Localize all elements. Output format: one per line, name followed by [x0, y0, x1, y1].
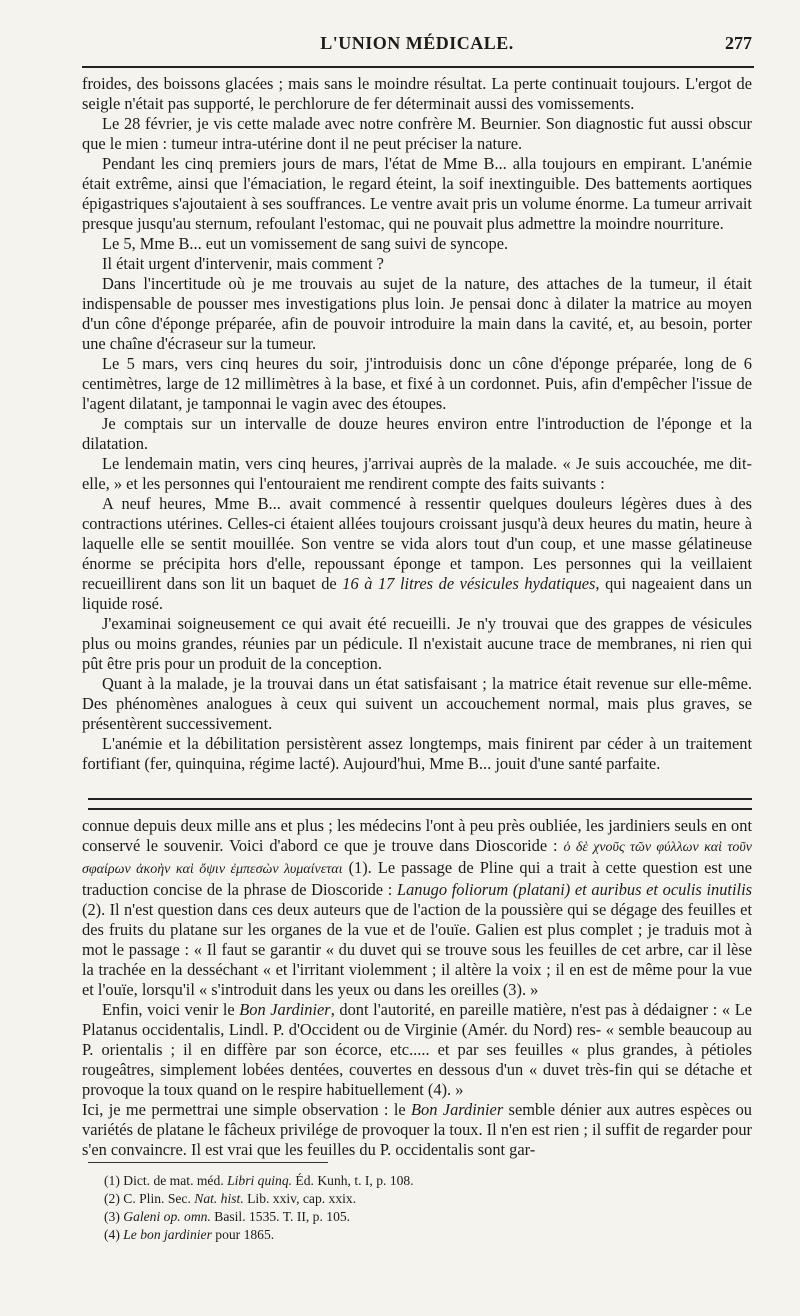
running-header	[82, 30, 752, 60]
paragraph: Quant à la malade, je la trouvai dans un état satisfaisant ; la matrice était revenue sur elle-même. Des phénomènes analogues à ceux qui suivent un accouchement normal, mais plus graves, se présentèrent successivement.	[82, 674, 752, 733]
footnote	[104, 1190, 604, 1208]
paragraph: Le 5, Mme B... eut un vomissement de sang suivi de syncope.	[102, 234, 509, 253]
latin-quote: Lanugo foliorum (platani) et auribus et oculis inutilis	[396, 880, 752, 899]
text-run: connue depuis deux mille ans et plus ; les médecins l'ont à peu près oubliée, les jardiniers seuls en ont conservé le souvenir. Voici d'abord ce que je trouve dans Dioscoride :	[82, 816, 752, 855]
text-run: Lib. xxiv, cap. xxix.	[243, 1191, 357, 1206]
text-run: Éd. Kunh, t. I, p. 108.	[292, 1173, 414, 1188]
text-run: (2) C. Plin. Sec.	[104, 1191, 195, 1206]
text-run: Basil. 1535. T. II, p. 105.	[210, 1209, 351, 1224]
text-run: (4)	[104, 1227, 124, 1242]
italic-run: Le bon jardinier	[123, 1227, 212, 1242]
feuilleton-text	[82, 816, 752, 1160]
journal-title: L'UNION MÉDICALE.	[320, 33, 514, 53]
text-run: pour 1865.	[211, 1227, 275, 1242]
paragraph: Il était urgent d'intervenir, mais comment ?	[102, 254, 384, 273]
paragraph: Pendant les cinq premiers jours de mars, l'état de Mme B... alla toujours en empirant. L'anémie était extrême, ainsi que l'émaciation, le regard éteint, la soif inextinguible. Des battements aortiques épigastriques s'ajoutaient à ses souffrances. Le ventre avait pris un volume énorme. La tumeur arrivait presque jusqu'au sternum, refoulant l'estomac, qui ne pouvait plus admettre la moindre nourriture.	[82, 154, 752, 233]
footnotes	[104, 1172, 604, 1244]
footnote	[104, 1226, 604, 1244]
footnote	[104, 1208, 604, 1226]
text-run: A neuf heures, Mme B... avait commencé à ressentir quelques douleurs légères dues à des contractions utérines. Celles-ci étaient allées toujours croissant jusqu'à deux heures du matin, heure à laquelle elle se sentit mouillée. Son ventre se vida alors tout d'un coup, et une masse gélatineuse énorme se précipita hors d'elle, repoussant éponge et tampon. Les personnes qui la veillaient recueillirent dans son lit un baquet de	[82, 494, 752, 593]
text-run: , dont l'autorité, en pareille matière, n'est pas à dédaigner : « Le Platanus occidentalis, Lindl. P. d'Occident ou de Virginie (Amér. du Nord) res- « semble beaucoup au P. orientalis ; il en diffère par son écorce, etc..... et par ses feuilles « plus grandes, à pétioles rougeâtres, simplement lobées dentées, couvertes en dessous d'un « duvet très-fin qui se détache et provoque la toux quand on le respire habituellement (4). »	[82, 1000, 752, 1099]
paragraph: Le 28 février, je vis cette malade avec notre confrère M. Beurnier. Son diagnostic fut aussi obscur que le mien : tumeur intra-utérine dont il ne peut préciser la nature.	[82, 114, 752, 153]
text-run: Enfin, voici venir le	[102, 1000, 240, 1019]
italic-run: Bon Jardinier	[411, 1100, 504, 1119]
paragraph	[82, 1000, 752, 1100]
greek-quote: ὁ δὲ χνοῦς τῶν φύλλων καὶ τοῦν σφαίρων ἀκοὴν καὶ ὄψιν ἐμπεσὼν λυμαίνεται	[82, 840, 752, 877]
footnote-rule	[88, 1162, 328, 1163]
paragraph: Le 5 mars, vers cinq heures du soir, j'introduisis donc un cône d'éponge préparée, long de 6 centimètres, large de 12 millimètres à la base, et fixé à un cordonnet. Puis, afin d'empêcher l'issue de l'agent dilatant, je tamponnai le vagin avec des étoupes.	[82, 354, 752, 413]
italic-run: Libri quinq.	[227, 1173, 293, 1188]
italic-run: Bon Jardinier	[239, 1000, 331, 1019]
paragraph	[82, 1100, 752, 1160]
italic-run: 16 à 17 litres de vésicules hydatiques	[342, 574, 596, 593]
paragraph: Je comptais sur un intervalle de douze heures environ entre l'introduction de l'éponge et la dilatation.	[82, 414, 752, 453]
text-run: (1). Le passage de Pline qui a trait à cette question est une traduction concise de la phrase de Dioscoride :	[82, 858, 753, 899]
text-run: (2). Il n'est question dans ces deux auteurs que de l'action de la poussière qui se dégage des feuilles et des fruits du platane sur les organes de la vue et de l'ouïe. Galien est plus complet ; je traduis mot à mot le passage : « Il faut se garantir « du duvet qui se trouve sous les feuilles de cet arbre, car il lèse la trachée en la desséchant « et l'irritant violemment ; il altère la voix ; il en est de même pour la vue et l'ouïe, lorsqu'il « s'introduit dans les yeux ou dans les oreilles (3). »	[82, 900, 752, 999]
paragraph: J'examinai soigneusement ce qui avait été recueilli. Je n'y trouvai que des grappes de vésicules plus ou moins grandes, réunies par un pédicule. Il n'existait aucune trace de membranes, ni rien qui pût être pris pour un produit de la conception.	[82, 614, 752, 673]
text-run: semble dénier aux autres espèces ou variétés de platane le fâcheux privilége de provoquer la toux. Il n'en est rien ; il suffit de regarder pour s'en convaincre. Il est vrai que les feuilles du P. occidentalis sont gar-	[82, 1100, 752, 1159]
header-rule	[82, 66, 754, 68]
paragraph: Dans l'incertitude où je me trouvais au sujet de la nature, des attaches de la tumeur, il était indispensable de pousser mes investigations plus loin. Je pensai donc à dilater la matrice au moyen d'un cône d'éponge préparée, afin de pouvoir introduire la main dans la cavité, et, au besoin, porter une chaîne d'écraseur sur la tumeur.	[82, 274, 752, 353]
text-run: (1) Dict. de mat. méd.	[104, 1173, 228, 1188]
text-run: , qui nageaient dans un liquide rosé.	[82, 574, 752, 613]
section-separator	[88, 798, 752, 810]
italic-run: Galeni op. omn.	[123, 1209, 211, 1224]
paragraph	[82, 494, 752, 614]
paragraph: froides, des boissons glacées ; mais sans le moindre résultat. La perte continuait toujours. L'ergot de seigle n'était pas supporté, le perchlorure de fer déterminait aussi des vomissements.	[82, 74, 752, 113]
text-run: (3)	[104, 1209, 124, 1224]
paragraph	[82, 816, 752, 1000]
page-number: 277	[725, 33, 752, 53]
text-run: Ici, je me permettrai une simple observation : le	[82, 1100, 412, 1119]
paragraph: Le lendemain matin, vers cinq heures, j'arrivai auprès de la malade. « Je suis accouchée, me dit-elle, » et les personnes qui l'entouraient me rendirent compte des faits suivants :	[82, 454, 752, 493]
italic-run: Nat. hist.	[194, 1191, 244, 1206]
paragraph: L'anémie et la débilitation persistèrent assez longtemps, mais finirent par céder à un traitement fortifiant (fer, quinquina, régime lacté). Aujourd'hui, Mme B... jouit d'une santé parfaite.	[82, 734, 752, 773]
case-report-text	[82, 74, 752, 774]
footnote	[104, 1172, 604, 1190]
